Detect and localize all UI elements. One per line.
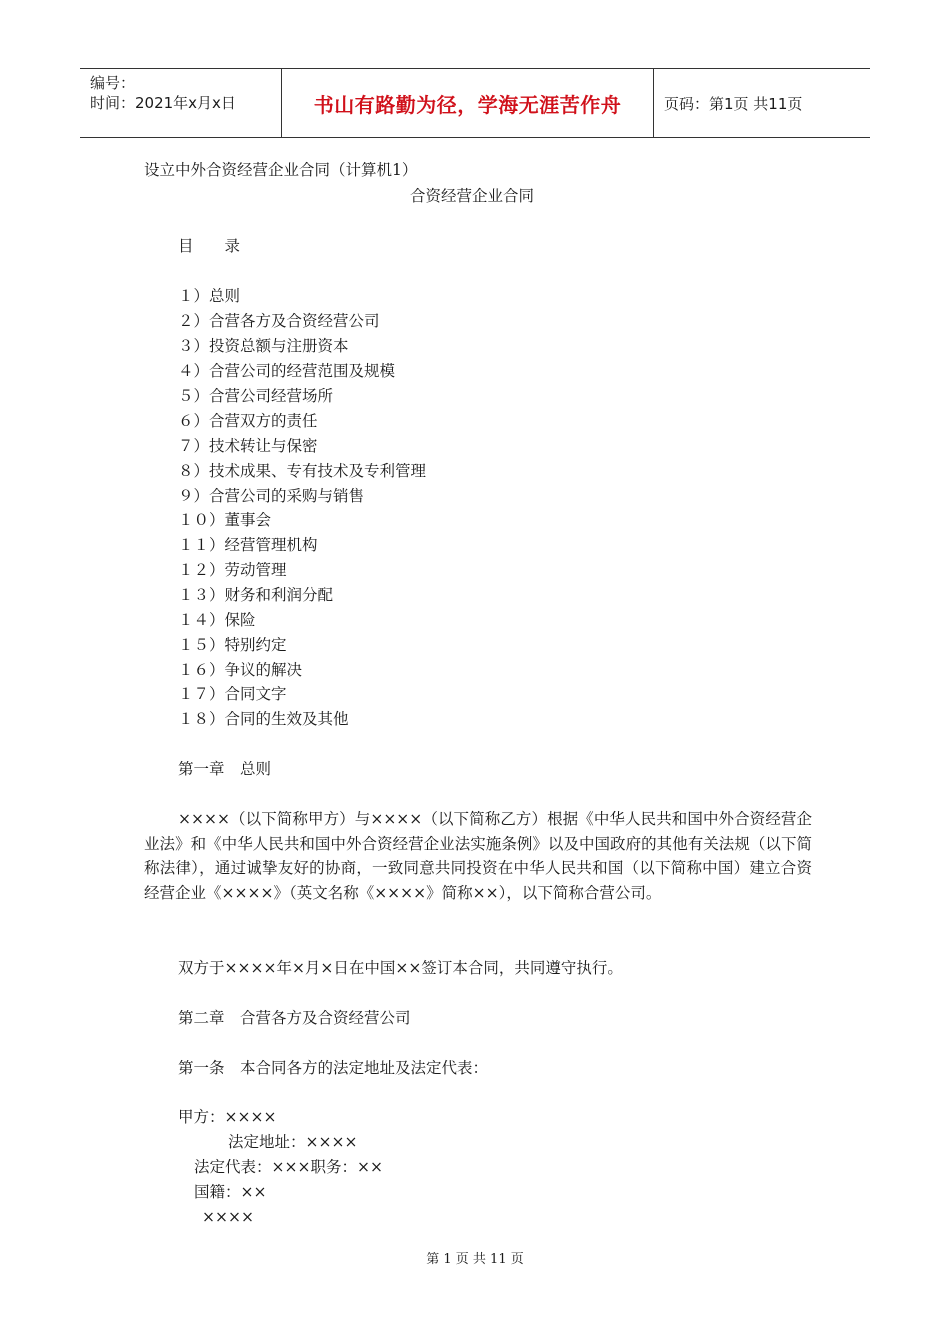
chapter-1-heading: 第一章 总则: [178, 760, 272, 778]
toc-item: ６）合营双方的责任: [178, 412, 318, 430]
header-meta-cell: [80, 69, 282, 137]
header-motto-cell: [282, 69, 654, 137]
legal-representative-line: 法定代表：×××职务：××: [194, 1158, 383, 1176]
toc-item: １７）合同文字: [178, 685, 287, 703]
toc-item: ８）技术成果、专有技术及专利管理: [178, 462, 427, 480]
toc-item: １２）劳动管理: [178, 561, 287, 579]
header-page-info: 页码：第1页 共11页: [664, 94, 803, 113]
number-label: 编号：: [90, 74, 136, 92]
toc-item: １３）财务和利润分配: [178, 586, 334, 604]
toc-item: １）总则: [178, 287, 241, 305]
document-subtitle: 合资经营企业合同: [410, 187, 535, 205]
document-title-line: 设立中外合资经营企业合同（计算机1）: [144, 161, 418, 179]
toc-item: １６）争议的解决: [178, 661, 303, 679]
legal-address-line: 法定地址：××××: [228, 1133, 358, 1151]
toc-item: １０）董事会: [178, 511, 272, 529]
toc-item: １１）经营管理机构: [178, 536, 318, 554]
toc-item: １４）保险: [178, 611, 256, 629]
toc-item: ４）合营公司的经营范围及规模: [178, 362, 396, 380]
toc-item: ３）投资总额与注册资本: [178, 337, 349, 355]
nationality-line: 国籍：××: [194, 1183, 267, 1201]
page-footer: 第 1 页 共 11 页: [426, 1252, 524, 1267]
toc-item: １８）合同的生效及其他: [178, 710, 349, 728]
page-header: [80, 68, 870, 138]
header-page-cell: [654, 69, 870, 137]
toc-item: ７）技术转让与保密: [178, 437, 318, 455]
toc-item: １５）特别约定: [178, 636, 287, 654]
toc-item: ２）合营各方及合资经营公司: [178, 312, 380, 330]
chapter-2-heading: 第二章 合营各方及合资经营公司: [178, 1009, 411, 1027]
placeholder-line: ××××: [202, 1208, 254, 1226]
party-a-line: 甲方：××××: [178, 1108, 277, 1126]
header-motto: 书山有路勤为径，学海无涯苦作舟: [313, 92, 622, 117]
toc-item: ５）合营公司经营场所: [178, 387, 334, 405]
signing-paragraph: 双方于××××年×月×日在中国××签订本合同，共同遵守执行。: [178, 959, 623, 977]
article-1-heading: 第一条 本合同各方的法定地址及法定代表：: [178, 1059, 489, 1077]
chapter-1-paragraph: ××××（以下简称甲方）与××××（以下简称乙方）根据《中华人民共和国中外合资经营企业法》和《中华人民共和国中外合资经营企业法实施条例》以及中国政府的其他有关法规（以下简称法律），通过诚挚友好的协商，一致同意共同投资在中华人民共和国（以下简称中国）建立合资经营企业《××××》（英文名称《××××》简称××），以下简称合营公司。: [144, 810, 812, 903]
toc-item: ９）合营公司的采购与销售: [178, 487, 365, 505]
toc-heading: 目 录: [178, 237, 241, 255]
time-label: 时间：2021年x月x日: [90, 94, 236, 112]
